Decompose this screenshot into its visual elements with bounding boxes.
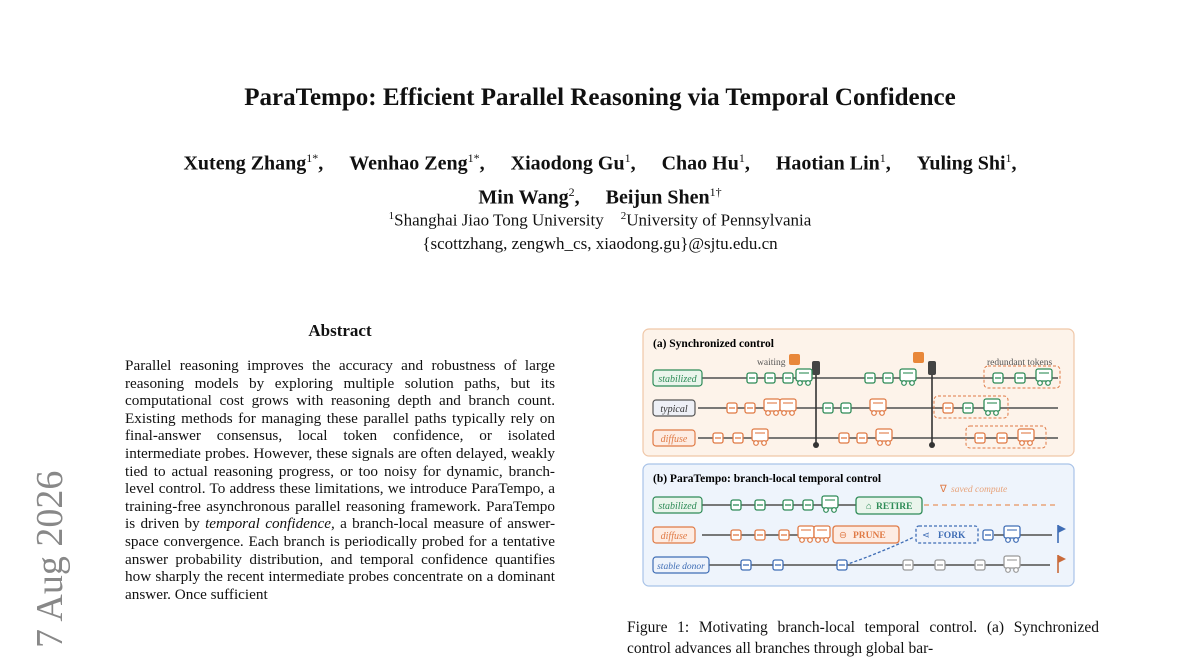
author-sup: 1 (738, 151, 745, 165)
panel-b-title: (b) ParaTempo: branch-local temporal control (653, 473, 882, 485)
author-sup: 1 (1005, 151, 1012, 165)
panel-a-title: (a) Synchronized control (653, 338, 774, 350)
figure-1 (640, 327, 1080, 594)
author: Wenhao Zeng$^{1*}$, (349, 151, 485, 175)
author-name: Xuteng Zhang (183, 152, 307, 175)
affiliation: University of Pennsylvania (626, 210, 812, 230)
author-name: Min Wang (478, 186, 569, 209)
prune-icon: ⊖ (839, 531, 847, 541)
author-sup: 1* (306, 151, 319, 165)
author: Min Wang$^2$, (478, 184, 580, 209)
fork-label: FORK (938, 531, 966, 541)
affiliations: $^1$Shanghai Jiao Tong University $^2$University of Pennsylvania {scottzhang, zengwh_cs, xiaodong.gu}@sjtu.edu.cn (0, 205, 1200, 255)
saved-compute-label: saved compute (951, 485, 1008, 495)
row-label-diffuse: diffuse (660, 531, 688, 542)
emphasis: temporal confidence (205, 515, 331, 533)
paper-title: ParaTempo: Efficient Parallel Reasoning via Temporal Confidence (244, 84, 956, 111)
home-icon: ⌂ (866, 502, 872, 512)
abstract-heading: Abstract (308, 321, 372, 340)
saved-compute-icon: ∇ (940, 484, 947, 495)
row-label-stabilized: stabilized (658, 374, 697, 385)
row-label-diffuse: diffuse (660, 434, 688, 445)
retire-label: RETIRE (876, 502, 913, 512)
hourglass-icon (789, 354, 800, 365)
waiting-label: waiting (757, 358, 786, 368)
fork-icon: ⋖ (922, 531, 930, 541)
author-list (90, 144, 1110, 211)
hourglass-icon (913, 352, 924, 363)
author-name: Yuling Shi (916, 152, 1006, 175)
prune-label: PRUNE (853, 531, 886, 541)
author-name: Chao Hu (661, 152, 739, 175)
affiliation: Shanghai Jiao Tong University (394, 210, 604, 230)
author-name: Xiaodong Gu (510, 152, 625, 175)
author-name: Beijun Shen (605, 186, 710, 209)
author-sup: 1 (879, 151, 886, 165)
author-sup: 1* (467, 151, 480, 165)
arxiv-stamp: 7 Aug 2026 (29, 470, 71, 648)
author-sup: 2 (568, 184, 575, 199)
author: Xiaodong Gu$^1$, (510, 151, 636, 175)
abstract-body: Parallel reasoning improves the accuracy and robustness of large reasoning models by exploring multiple solution paths, but its computational cost grows with reasoning depth and branch count. Existing methods for managing these parallel paths typically rely on final-answer consensus, local token confidence, or isolated intermediate probes. However, these signals are often delayed, weakly tied to actual reasoning progress, or too noisy for dynamic, branch-level control. To address these limitations, we introduce ParaTempo, a training-free asynchronous parallel reasoning framework. ParaTempo is driven by temporal confidence, a branch-local measure of answer-space convergence. Each branch is periodically probed for a tentative answer probability distribution, and temporal confidence quantifies how sharply the recent intermediate probes concentrate on a dominant answer. Once sufficient (125, 357, 555, 603)
author: Xuteng Zhang$^{1*}$, (183, 151, 324, 175)
row-label-stable-donor: stable donor (657, 562, 705, 572)
row-label-typical: typical (660, 404, 688, 415)
figure-caption: Figure 1: Motivating branch-local temporal control. (a) Synchronized control advances all branches through global bar- (627, 619, 1099, 657)
row-label-stabilized: stabilized (658, 501, 697, 512)
author-sup: 1 (624, 151, 631, 165)
author-sup: 1† (709, 184, 722, 199)
redundant-label: redundant tokens (987, 358, 1053, 368)
author-name: Haotian Lin (775, 152, 880, 175)
author: Haotian Lin$^1$, (775, 151, 891, 175)
author-name: Wenhao Zeng (349, 152, 468, 175)
author: Yuling Shi$^1$, (916, 151, 1017, 175)
author: Chao Hu$^1$, (661, 151, 750, 175)
figure-diagram (640, 327, 1080, 589)
emails: {scottzhang, zengwh_cs, xiaodong.gu}@sjtu.edu.cn (422, 233, 778, 253)
